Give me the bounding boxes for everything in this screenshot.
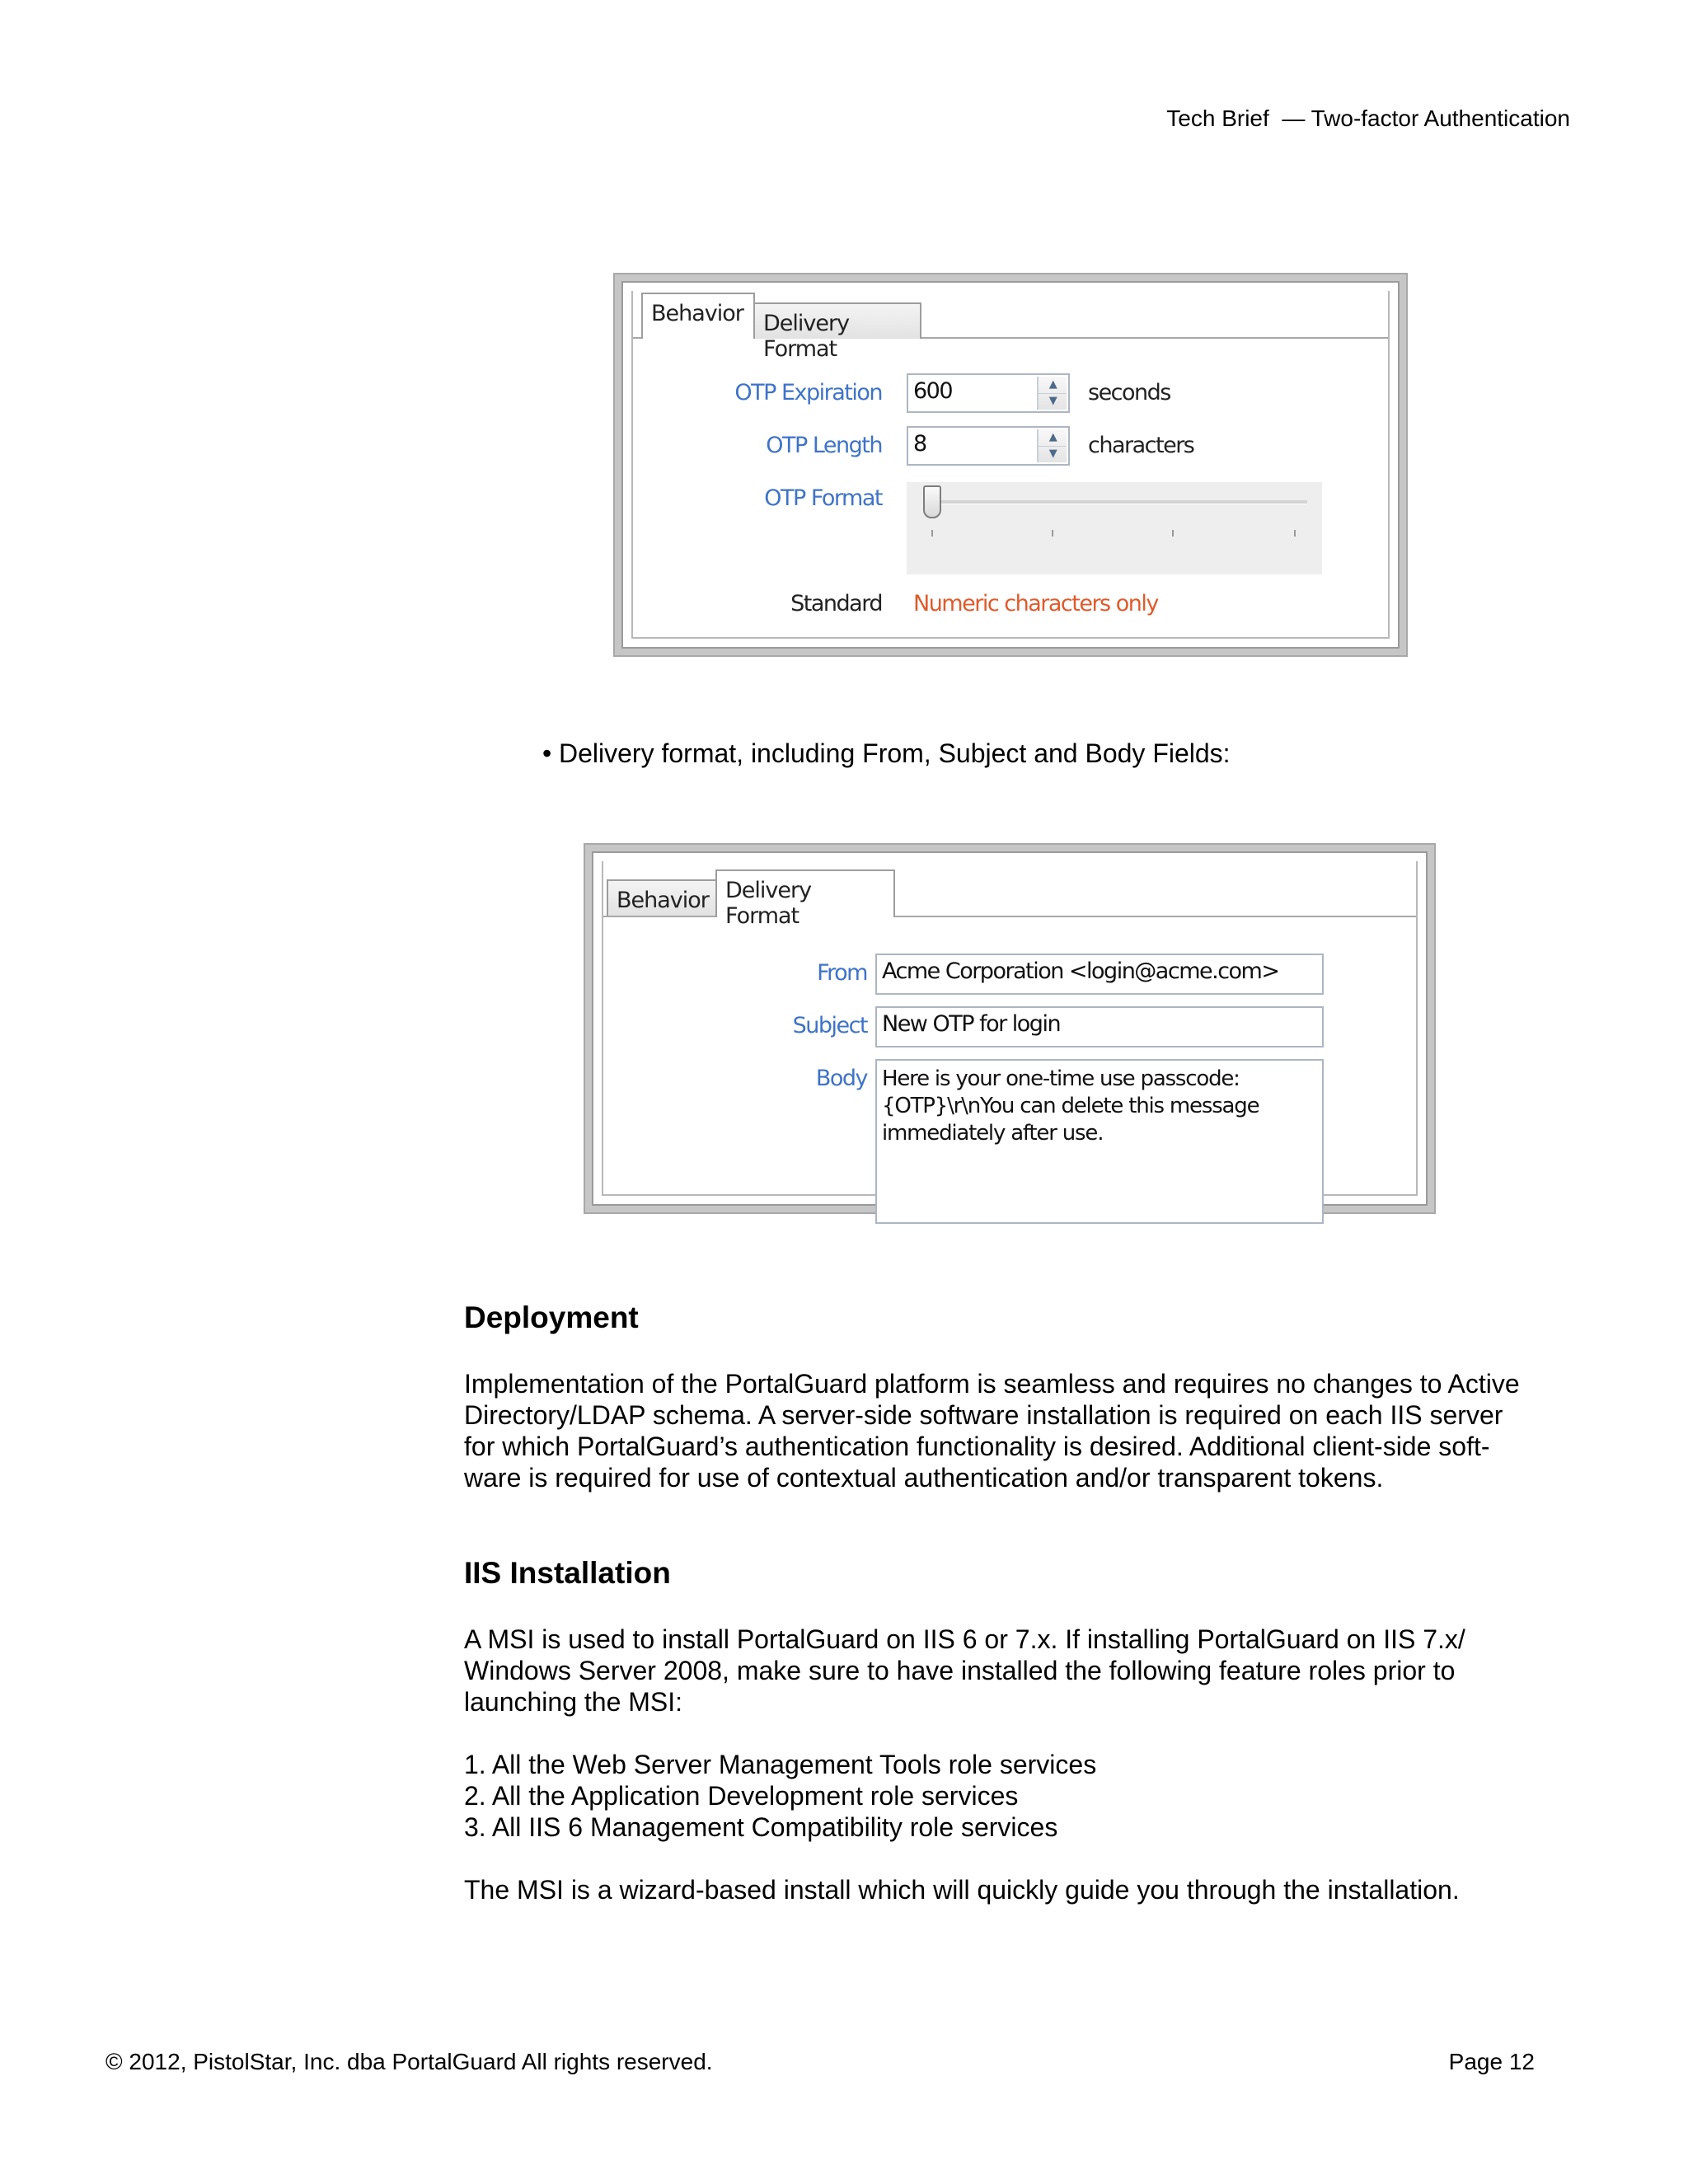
text-line: Directory/LDAP schema. A server-side software installation is required on each IIS server	[464, 1400, 1503, 1430]
iis-role-list	[464, 1749, 1096, 1843]
tab-behavior[interactable]: Behavior	[607, 879, 717, 916]
delivery-format-dialog-screenshot	[585, 845, 1434, 1212]
body-field[interactable]: Here is your one-time use passcode: {OTP}\r\nYou can delete this message immediately after use.	[875, 1059, 1324, 1224]
dialog-panel	[602, 861, 1418, 1196]
iis-intro-paragraph	[464, 1624, 1465, 1718]
text-line: launching the MSI:	[464, 1687, 683, 1717]
otp-expiration-stepper[interactable]	[907, 373, 1070, 413]
bullet-text: Delivery format, including From, Subject and Body Fields:	[559, 738, 1231, 768]
list-item: 3. All IIS 6 Management Compatibility role services	[464, 1812, 1058, 1842]
slider-tick	[931, 530, 933, 537]
otp-length-value: 8	[913, 431, 926, 457]
text-line: ware is required for use of contextual authentication and/or transparent tokens.	[464, 1463, 1384, 1493]
otp-expiration-spin[interactable]	[1037, 377, 1067, 410]
slider-thumb[interactable]	[923, 485, 941, 518]
page-header: Tech Brief — Two-factor Authentication	[1166, 105, 1570, 131]
text-line: A MSI is used to install PortalGuard on IIS 6 or 7.x. If installing PortalGuard on IIS 7.x/	[464, 1624, 1465, 1654]
from-field[interactable]: Acme Corporation <login@acme.com>	[875, 954, 1324, 995]
otp-length-spin[interactable]	[1037, 429, 1067, 462]
otp-expiration-unit: seconds	[1088, 380, 1170, 405]
subject-field[interactable]: New OTP for login	[875, 1006, 1324, 1047]
list-item: 2. All the Application Development role services	[464, 1781, 1019, 1811]
slider-tick	[1052, 530, 1053, 537]
spin-down-icon[interactable]: ▼	[1048, 395, 1057, 407]
otp-format-label: OTP Format	[764, 485, 882, 511]
deployment-heading: Deployment	[464, 1301, 639, 1334]
slider-tick	[1172, 530, 1174, 537]
footer-page-number: Page 12	[1448, 2049, 1535, 2074]
dialog-panel	[631, 291, 1390, 639]
iis-closing-paragraph: The MSI is a wizard-based install which will quickly guide you through the installation.	[464, 1875, 1460, 1905]
bullet-dot-icon: •	[542, 738, 552, 768]
subject-label: Subject	[792, 1013, 867, 1038]
tab-behavior[interactable]: Behavior	[641, 293, 755, 339]
otp-expiration-value: 600	[913, 378, 953, 404]
spin-up-icon[interactable]: ▲	[1039, 377, 1067, 394]
from-label: From	[817, 960, 867, 986]
footer-copyright: © 2012, PistolStar, Inc. dba PortalGuard All rights reserved.	[106, 2049, 713, 2074]
otp-format-slider[interactable]	[907, 482, 1322, 574]
behavior-dialog-screenshot	[615, 274, 1406, 655]
deployment-paragraph	[464, 1368, 1520, 1493]
otp-length-label: OTP Length	[766, 433, 882, 458]
list-item: 1. All the Web Server Management Tools role services	[464, 1750, 1097, 1779]
spin-up-icon[interactable]: ▲	[1039, 429, 1067, 447]
slider-track	[930, 500, 1307, 504]
standard-value: Numeric characters only	[913, 591, 1158, 616]
iis-installation-heading: IIS Installation	[464, 1556, 671, 1590]
standard-label: Standard	[790, 591, 882, 616]
body-label: Body	[815, 1066, 867, 1091]
tab-delivery-format[interactable]: Delivery Format	[753, 302, 921, 339]
text-line: Implementation of the PortalGuard platform is seamless and requires no changes to Active	[464, 1369, 1520, 1399]
otp-length-stepper[interactable]	[907, 426, 1070, 466]
spin-down-icon[interactable]: ▼	[1048, 448, 1057, 460]
tab-delivery-format[interactable]: Delivery Format	[715, 869, 895, 917]
bullet-item	[542, 738, 1231, 769]
text-line: Windows Server 2008, make sure to have installed the following feature roles prior to	[464, 1656, 1456, 1685]
otp-length-unit: characters	[1088, 433, 1194, 458]
otp-expiration-label: OTP Expiration	[734, 380, 882, 405]
text-line: for which PortalGuard’s authentication functionality is desired. Additional client-side soft-	[464, 1432, 1490, 1461]
slider-tick	[1294, 530, 1296, 537]
